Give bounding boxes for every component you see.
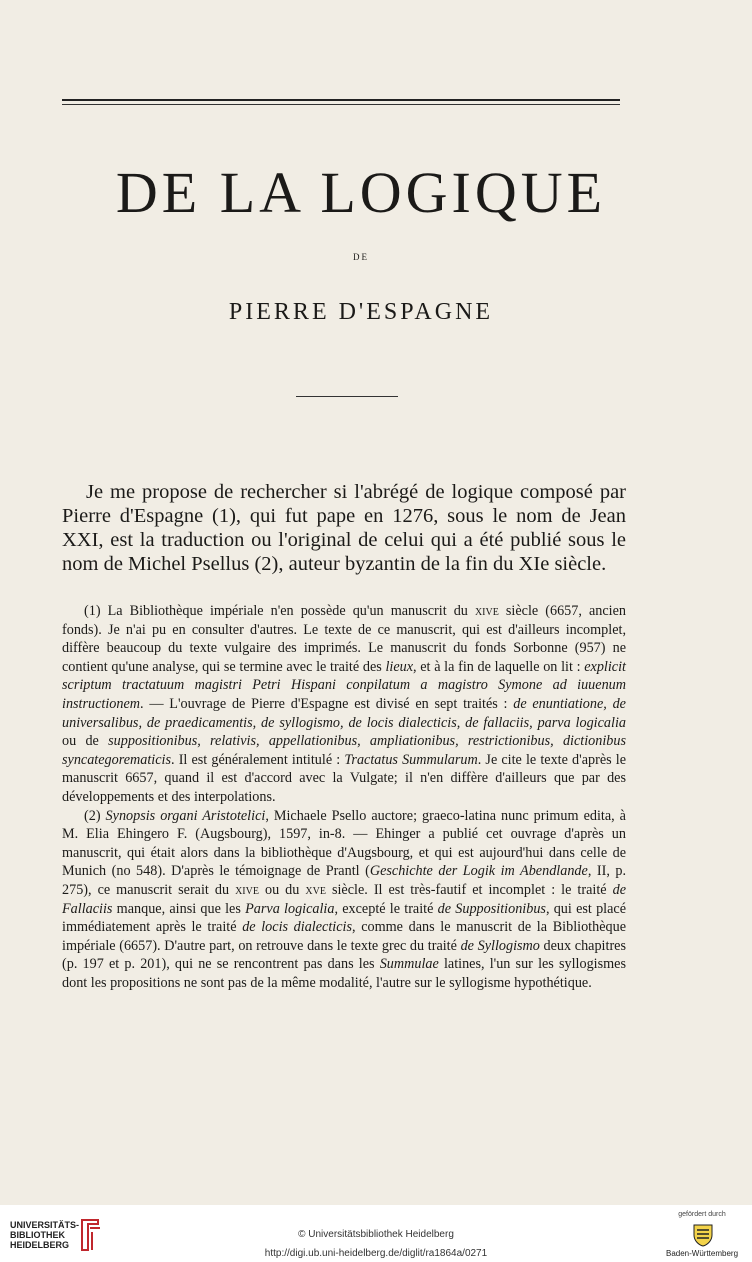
text-run: , Michaele Psello auctore; graeco-latina nunc primum edita, à M. Elia Ehingero F. (Augsbourg), 1597, in-8. — Ehinger a publié cet ouvrage d'après un manuscrit, qui était alors dans la bibliothèque d'Augsbourg, et qui est aujourd'hui dans celle de Munich (no 548). D'après le témoignage de Prantl (	[62, 807, 626, 880]
italic-run: de enuntiatione, de universalibus, de praedicamentis, de syllogismo, de locis dialecticis, de fallaciis, parva logicalia	[62, 695, 626, 731]
intro-paragraph: Je me propose de rechercher si l'abrégé de logique composé par Pierre d'Espagne (1), qui fut pape en 1276, sous le nom de Jean XXI, est la traduction ou l'original de celui qui a été publié sous le nom de Michel Psellus (2), auteur byzantin de la fin du XIe siècle.	[62, 481, 626, 575]
italic-run: Geschichte der Logik im Abendlande	[369, 863, 588, 880]
text-run: , excepté le traité	[334, 900, 438, 917]
title-connector: DE	[353, 252, 369, 262]
page-subtitle: PIERRE D'ESPAGNE	[228, 299, 494, 325]
coat-of-arms-icon	[690, 1222, 716, 1248]
footnotes	[62, 602, 626, 992]
funder-name: Baden-Württemberg	[665, 1249, 739, 1258]
header-rule-thin	[62, 104, 620, 105]
text-run: , et à la fin de laquelle on lit :	[413, 658, 585, 675]
text-run: manque, ainsi que les	[112, 900, 246, 917]
text-run: , comme dans le manuscrit de la Bibliothèque impériale (6657). D'autre part, on retrouve dans le texte grec du traité	[62, 919, 626, 954]
section-divider	[296, 396, 398, 397]
footnote-2	[62, 807, 626, 993]
text-run: siècle (6657, ancien fonds). Je n'ai pu en consulter d'autres. Le texte de ce manuscrit, qui est d'ailleurs incomplet, diffère beaucoup du texte vulgaire des imprimés. Le manuscrit du fonds Sorbonne (957) ne contient qu'une analyse, qui se termine avec le traité des	[62, 603, 626, 675]
italic-run: Summulae	[379, 956, 439, 973]
text-run: . — L'ouvrage de Pierre d'Espagne est divisé en sept traités :	[140, 695, 514, 712]
text-run: ou de	[62, 733, 109, 750]
text-run: . Il est généralement intitulé :	[171, 751, 345, 768]
text-run: , qui est placé immédiatement après le traité	[62, 900, 626, 936]
text-run: . Je cite le texte d'après le manuscrit 6657, quand il est d'accord avec la Vulgate; il n'en diffère d'ailleurs que par des développements et des interpolations.	[62, 751, 627, 805]
text-run: , II, p. 275), ce manuscrit serait du	[62, 863, 627, 898]
italic-run: suppositionibus, relativis, appellationibus, ampliationibus, restrictionibus, dictionibus syncategorematicis	[62, 733, 626, 768]
italic-run: de locis dialecticis	[242, 919, 352, 936]
smallcaps-run: xve	[305, 881, 326, 898]
smallcaps-run: xive	[474, 603, 499, 619]
text-run: (2)	[84, 807, 106, 824]
funder-label: gefördert durch	[678, 1211, 726, 1218]
library-logo-text: UNIVERSITÄTS- BIBLIOTHEK HEIDELBERG	[10, 1220, 80, 1250]
italic-run: Parva logicalia	[245, 900, 335, 917]
footnote-1	[62, 602, 626, 807]
italic-run: Tractatus Summularum	[344, 751, 478, 768]
text-run: ou du	[258, 881, 306, 898]
text-run: latines, l'un sur les syllogismes dont les propositions ne sont pas de la même modalité, l'autre sur le syllogisme hypothétique.	[62, 956, 626, 991]
italic-run: Synopsis organi Aristotelici	[105, 807, 266, 824]
italic-run: de Suppositionibus	[437, 900, 546, 917]
permalink-url[interactable]: http://digi.ub.uni-heidelberg.de/diglit/ra1864a/0271	[264, 1248, 488, 1259]
text-run: siècle. Il est très-fautif et incomplet : le traité	[325, 881, 613, 898]
text-run: (1) La Bibliothèque impériale n'en possède qu'un manuscrit du	[84, 603, 475, 619]
italic-run: explicit scriptum tractatuum magistri Petri Hispani conpilatum a magistro Symone ad iuuenum instructionem	[62, 658, 626, 712]
copyright-text: © Universitätsbibliothek Heidelberg	[298, 1229, 454, 1240]
italic-run: de Fallaciis	[62, 881, 626, 917]
text-run: deux chapitres (p. 197 et p. 201), qui ne se rencontrent pas dans les	[62, 937, 626, 973]
header-rule	[62, 99, 620, 101]
page-title: DE LA LOGIQUE	[115, 160, 607, 225]
italic-run: de Syllogismo	[460, 937, 540, 954]
italic-run: lieux	[385, 658, 414, 675]
smallcaps-run: xive	[235, 881, 259, 898]
